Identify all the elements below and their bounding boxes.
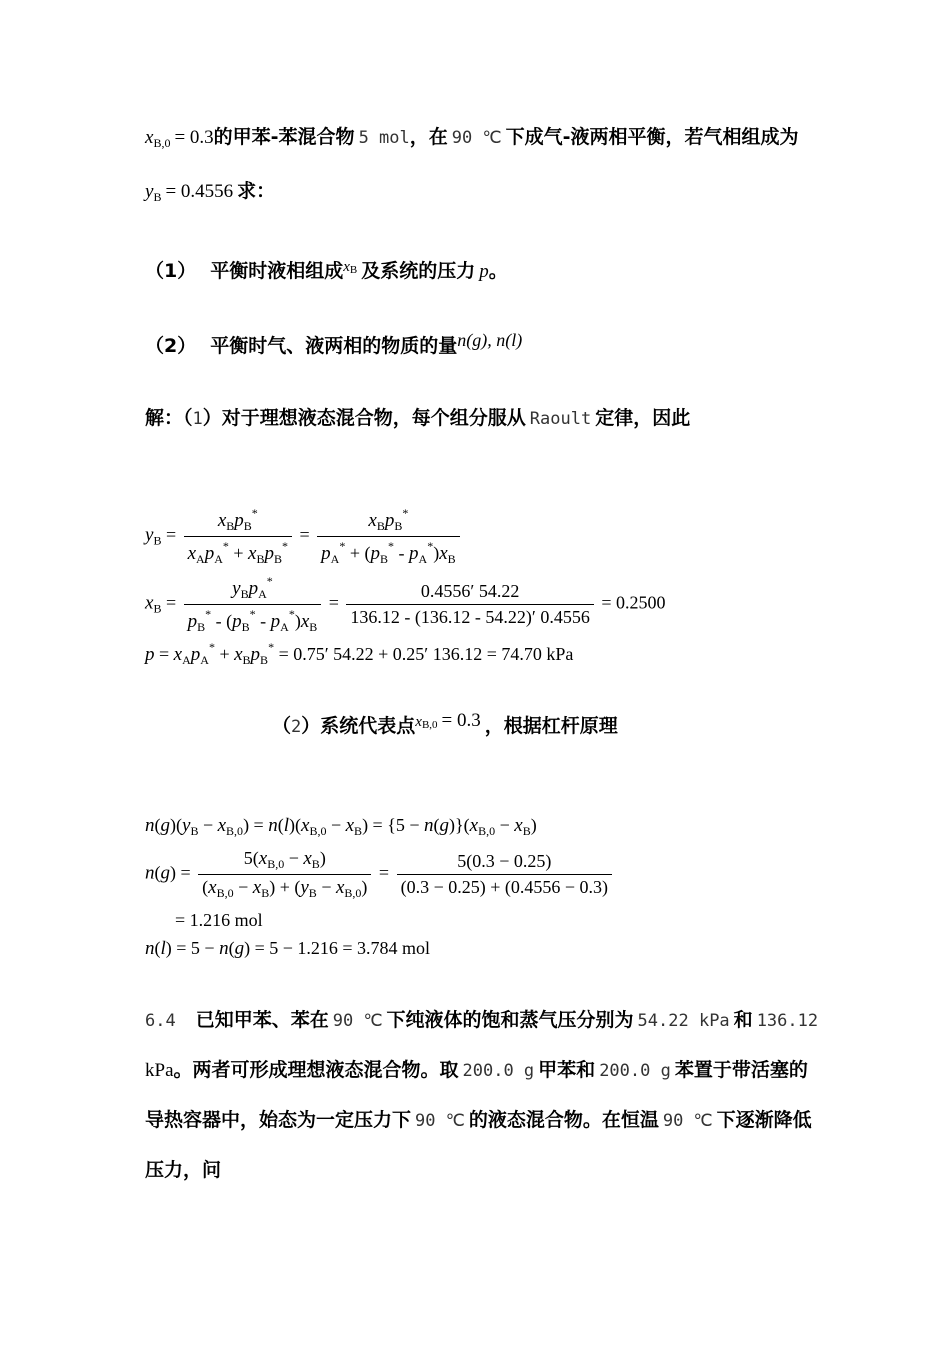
nl-equation: n(l) = 5 − n(g) = 5 − 1.216 = 3.784 mol bbox=[145, 938, 431, 959]
xb-result: = 0.2500 bbox=[601, 592, 666, 613]
frac6-den: (0.3 − 0.25) + (0.4556 − 0.3) bbox=[397, 874, 612, 898]
p64-t1: 已知甲苯、苯在 bbox=[195, 1009, 329, 1031]
p64-temp: 90 ℃ bbox=[332, 1011, 383, 1031]
q2-label: （2） bbox=[145, 335, 197, 357]
solution-heading bbox=[145, 403, 690, 430]
intro-text-1: 的甲苯-苯混合物 bbox=[213, 126, 355, 148]
problem-6-4-line-3 bbox=[145, 1105, 812, 1132]
q1-label: （1） bbox=[145, 260, 197, 282]
q1-end: 。 bbox=[488, 260, 508, 282]
part2-num: 2 bbox=[291, 717, 302, 737]
q1-var-p: p bbox=[479, 261, 489, 282]
intro-line-2 bbox=[145, 176, 275, 205]
p64-t7: 导热容器中，始态为一定压力下 bbox=[145, 1109, 412, 1131]
yb-sub: B bbox=[153, 190, 162, 204]
solution-label: 解：（ bbox=[145, 407, 193, 429]
fraction-1: $\frac{x_Bp_B^*}{x_Ap_A^* + x_Bp_B^*}$ bbox=[184, 506, 292, 567]
fraction-6 bbox=[397, 851, 612, 898]
frac2-num-var: x bbox=[368, 510, 377, 531]
q2-text: 平衡时气、液两相的物质的量 bbox=[210, 335, 458, 357]
part2-val: = 0.3 bbox=[441, 710, 481, 731]
p64-temp2: 90 ℃ bbox=[415, 1111, 465, 1131]
p64-t3: 和 bbox=[733, 1009, 753, 1031]
part2-var: x bbox=[415, 714, 422, 730]
xb0-sub: B,0 bbox=[153, 136, 171, 150]
solution-text: 定律，因此 bbox=[595, 407, 691, 429]
intro-text-3: 下成气-液两相平衡，若气相组成为 bbox=[505, 126, 799, 148]
fraction-2: $\frac{x_Bp_B^*}{p_A^* + (p_B^* - p_A^*)x_B}$ bbox=[317, 506, 459, 567]
intro-text-2: ，在 bbox=[409, 126, 448, 148]
solution-label-2: ）对于理想液态混合物，每个组分服从 bbox=[202, 407, 526, 429]
p64-m2: 200.0 g bbox=[599, 1061, 671, 1081]
problem-6-4-line-2 bbox=[145, 1055, 808, 1082]
p64-t5: 甲苯和 bbox=[538, 1059, 596, 1081]
yb-var: y bbox=[145, 181, 154, 202]
part2-label-2: ）系统代表点 bbox=[301, 715, 416, 737]
raoult-name: Raoult bbox=[529, 409, 592, 429]
question-1 bbox=[145, 256, 508, 283]
q2-expr: n(g), n(l) bbox=[457, 330, 523, 350]
p-result: = 0.75′ 54.22 + 0.25′ 136.12 = 74.70 kPa bbox=[278, 644, 574, 664]
p64-unit2: kPa bbox=[145, 1060, 174, 1081]
temperature-1: 90 ℃ bbox=[451, 128, 502, 148]
intro-text-4: 求： bbox=[237, 180, 276, 202]
frac2-den-var: p bbox=[321, 543, 331, 564]
frac6-num: 5(0.3 − 0.25) bbox=[457, 851, 552, 871]
part2-text: ，根据杠杆原理 bbox=[484, 715, 618, 737]
part2-heading bbox=[272, 710, 618, 738]
p64-t6: 苯置于带活塞的 bbox=[674, 1059, 808, 1081]
part2-var-sub: B,0 bbox=[421, 719, 438, 731]
frac4-den: 136.12 - (136.12 - 54.22)′ 0.4556 bbox=[346, 604, 593, 628]
problem-6-4-line-1 bbox=[145, 1005, 818, 1032]
mol-value: 5 mol bbox=[358, 128, 410, 148]
xb0-value: = 0.3 bbox=[174, 127, 214, 148]
yb-value: = 0.4556 bbox=[165, 181, 234, 202]
fraction-4 bbox=[346, 581, 593, 628]
problem-6-4-line-4 bbox=[145, 1155, 221, 1182]
solution-num: 1 bbox=[192, 409, 203, 429]
nl-result: = 5 − 1.216 = 3.784 mol bbox=[254, 938, 431, 958]
p64-t9: 下逐渐降低 bbox=[716, 1109, 812, 1131]
p64-t10: 压力，问 bbox=[145, 1159, 222, 1181]
question-2 bbox=[145, 330, 522, 358]
part2-label: （ bbox=[272, 715, 292, 737]
problem-number: 6.4 bbox=[145, 1011, 176, 1031]
frac4-num: 0.4556′ 54.22 bbox=[420, 581, 520, 601]
p64-p1: 54.22 kPa bbox=[637, 1011, 730, 1031]
equation-xb: $x_B$ = $\frac{y_Bp_A^*}{p_B^* - (p_B^* - p_A^*)x_B}$ = $\frac{0.4556' 54.22}{136.12 - (136.12 - 54.22)' 0.4556}$ = 0.2500 bbox=[145, 574, 666, 634]
q1-text: 平衡时液相组成 bbox=[210, 260, 344, 282]
p64-t4: 。两者可形成理想液态混合物。取 bbox=[173, 1059, 459, 1081]
frac1-den-var: x bbox=[187, 543, 197, 564]
ng-equation: n(g) = $\frac{5(x_{B,0} - x_B)}{(x_{B,0} - x_B) + (y_B - x_{B,0})}$ = $\frac{5(0.3 - 0.25)}{(0.3 - 0.25) + (0.4556 - 0.3)}$ bbox=[145, 848, 615, 901]
q1-var: x bbox=[343, 259, 350, 275]
equation-p: $p = x_Ap_A^* + x_Bp_B^* = 0.75'$ 54.22 + 0.25′ 136.12 = 74.70 kPa bbox=[145, 640, 574, 667]
lever-equation: $n(g)(y_B - x_{B,0}) = n(l)(x_{B,0} - x_B) = \{5 - n(g)\}(x_{B,0} - x_B)$ bbox=[145, 815, 537, 838]
fraction-5: $\frac{5(x_{B,0} - x_B)}{(x_{B,0} - x_B) + (y_B - x_{B,0})}$ bbox=[198, 848, 371, 901]
xb0-var: x bbox=[145, 127, 154, 148]
q1-var-sub: B bbox=[349, 264, 358, 276]
frac1-num-var: x bbox=[217, 510, 227, 531]
ng-result: = 1.216 mol bbox=[175, 910, 263, 930]
p64-t2: 下纯液体的饱和蒸气压分别为 bbox=[386, 1009, 634, 1031]
p64-t8: 的液态混合物。在恒温 bbox=[468, 1109, 659, 1131]
equation-yb: $y_B$ = $\frac{x_Bp_B^*}{x_Ap_A^* + x_Bp_B^*}$ = $\frac{x_Bp_B^*}{p_A^* + (p_B^* - p_A^*)x_B}$ bbox=[145, 506, 463, 567]
fraction-3: $\frac{y_Bp_A^*}{p_B^* - (p_B^* - p_A^*)x_B}$ bbox=[184, 574, 322, 635]
intro-line-1 bbox=[145, 122, 798, 151]
p64-m1: 200.0 g bbox=[462, 1061, 535, 1081]
p64-p2: 136.12 bbox=[756, 1011, 819, 1031]
q1-text-2: 及系统的压力 bbox=[361, 260, 476, 282]
p64-temp3: 90 ℃ bbox=[662, 1111, 713, 1131]
